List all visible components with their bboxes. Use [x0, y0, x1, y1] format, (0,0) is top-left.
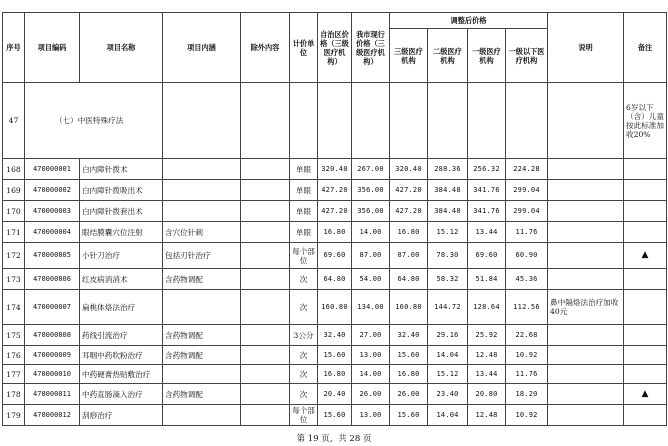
- content-cell: [163, 201, 241, 222]
- note-cell: [548, 222, 624, 243]
- level3-price-cell: 32.40: [390, 325, 428, 346]
- seq-cell: 176: [3, 346, 25, 365]
- level3-price-cell: 87.00: [390, 243, 428, 269]
- auto-price-cell: 15.60: [318, 346, 352, 365]
- header-remark: 备注: [624, 13, 667, 83]
- table-row: [3, 405, 667, 426]
- level2-price-cell: 78.30: [428, 243, 468, 269]
- level1-price-cell: 13.44: [468, 222, 506, 243]
- below1-price-cell: 299.04: [506, 201, 548, 222]
- section-title: （七）中医特殊疗法: [25, 83, 163, 159]
- exclude-cell: [241, 159, 290, 180]
- exclude-cell: [241, 290, 290, 325]
- unit-cell: 次: [290, 269, 318, 290]
- name-cell: 小针刀治疗: [80, 243, 163, 269]
- table-row: [3, 159, 667, 180]
- table-row: [3, 325, 667, 346]
- below1-price-cell: 112.56: [506, 290, 548, 325]
- note-cell: [548, 180, 624, 201]
- below1-price-cell: 60.90: [506, 243, 548, 269]
- content-cell: 包括刃针治疗: [163, 243, 241, 269]
- header-unit: 计价单位: [290, 13, 318, 83]
- note-cell: [548, 269, 624, 290]
- content-cell: 含药物调配: [163, 346, 241, 365]
- exclude-cell: [241, 346, 290, 365]
- header-auto-price: 自治区价格（三级医疗机构）: [318, 13, 352, 83]
- level2-price-cell: 144.72: [428, 290, 468, 325]
- table-row: [3, 222, 667, 243]
- auto-price-cell: 15.60: [318, 405, 352, 426]
- section-row: [3, 83, 667, 159]
- header-level2: 二级医疗机构: [428, 29, 468, 83]
- content-cell: 含穴位针刺: [163, 222, 241, 243]
- city-price-cell: 87.00: [352, 243, 390, 269]
- unit-cell: 次: [290, 346, 318, 365]
- exclude-cell: [241, 405, 290, 426]
- seq-cell: 172: [3, 243, 25, 269]
- code-cell: 470000001: [25, 159, 80, 180]
- exclude-cell: [241, 384, 290, 405]
- triangle-mark-icon: [624, 290, 667, 325]
- note-cell: [548, 365, 624, 384]
- level3-price-cell: 16.80: [390, 365, 428, 384]
- city-price-cell: 356.00: [352, 180, 390, 201]
- city-price-cell: 13.00: [352, 346, 390, 365]
- below1-price-cell: 224.28: [506, 159, 548, 180]
- unit-cell: 单眼: [290, 201, 318, 222]
- city-price-cell: 134.00: [352, 290, 390, 325]
- note-cell: [548, 325, 624, 346]
- level3-price-cell: 15.60: [390, 405, 428, 426]
- table-row: [3, 384, 667, 405]
- section-seq: 47: [3, 83, 25, 159]
- content-cell: [163, 180, 241, 201]
- name-cell: 耳咽中药吹粉治疗: [80, 346, 163, 365]
- triangle-mark-icon: ▲: [624, 384, 667, 405]
- level3-price-cell: 427.20: [390, 180, 428, 201]
- level3-price-cell: 15.60: [390, 346, 428, 365]
- note-cell: [548, 159, 624, 180]
- exclude-cell: [241, 180, 290, 201]
- unit-cell: 每个部位: [290, 405, 318, 426]
- auto-price-cell: 427.20: [318, 201, 352, 222]
- below1-price-cell: 10.92: [506, 405, 548, 426]
- name-cell: 刮痧治疗: [80, 405, 163, 426]
- level2-price-cell: 23.40: [428, 384, 468, 405]
- seq-cell: 175: [3, 325, 25, 346]
- level2-price-cell: 15.12: [428, 222, 468, 243]
- unit-cell: 次: [290, 290, 318, 325]
- level2-price-cell: 58.32: [428, 269, 468, 290]
- triangle-mark-icon: [624, 159, 667, 180]
- note-cell: [548, 243, 624, 269]
- level3-price-cell: 16.80: [390, 222, 428, 243]
- note-cell: [548, 405, 624, 426]
- seq-cell: 178: [3, 384, 25, 405]
- code-cell: 470000007: [25, 290, 80, 325]
- seq-cell: 169: [3, 180, 25, 201]
- header-code: 项目编码: [25, 13, 80, 83]
- header-name: 项目名称: [80, 13, 163, 83]
- name-cell: 白内障针拨吸出术: [80, 180, 163, 201]
- name-cell: 红皮病消消术: [80, 269, 163, 290]
- triangle-mark-icon: [624, 405, 667, 426]
- auto-price-cell: 16.80: [318, 222, 352, 243]
- level2-price-cell: 288.36: [428, 159, 468, 180]
- auto-price-cell: 320.40: [318, 159, 352, 180]
- below1-price-cell: 11.76: [506, 365, 548, 384]
- auto-price-cell: 32.40: [318, 325, 352, 346]
- exclude-cell: [241, 201, 290, 222]
- header-adjusted: 调整后价格: [390, 13, 548, 29]
- city-price-cell: 14.00: [352, 365, 390, 384]
- exclude-cell: [241, 365, 290, 384]
- table-row: [3, 346, 667, 365]
- code-cell: 470000010: [25, 365, 80, 384]
- level3-price-cell: 320.40: [390, 159, 428, 180]
- code-cell: 470000011: [25, 384, 80, 405]
- note-cell: 鼻中隔烙法治疗加收40元: [548, 290, 624, 325]
- code-cell: 470000006: [25, 269, 80, 290]
- unit-cell: 单眼: [290, 222, 318, 243]
- seq-cell: 168: [3, 159, 25, 180]
- content-cell: 含药物调配: [163, 384, 241, 405]
- level1-price-cell: 51.84: [468, 269, 506, 290]
- name-cell: 中药直肠滴入治疗: [80, 384, 163, 405]
- level3-price-cell: 26.00: [390, 384, 428, 405]
- name-cell: 白内障针拨套出术: [80, 201, 163, 222]
- table-row: [3, 243, 667, 269]
- code-cell: 470000009: [25, 346, 80, 365]
- section-remark: 6岁以下（含）儿童按此标准加收20%: [624, 83, 667, 159]
- level1-price-cell: 20.80: [468, 384, 506, 405]
- level1-price-cell: 69.60: [468, 243, 506, 269]
- header-content: 项目内涵: [163, 13, 241, 83]
- level2-price-cell: 29.16: [428, 325, 468, 346]
- level1-price-cell: 12.48: [468, 346, 506, 365]
- level2-price-cell: 384.48: [428, 180, 468, 201]
- city-price-cell: 27.00: [352, 325, 390, 346]
- content-cell: [163, 405, 241, 426]
- content-cell: 含药物调配: [163, 325, 241, 346]
- city-price-cell: 54.00: [352, 269, 390, 290]
- unit-cell: 3公分: [290, 325, 318, 346]
- price-table-sheet: [2, 12, 666, 426]
- triangle-mark-icon: [624, 365, 667, 384]
- seq-cell: 171: [3, 222, 25, 243]
- level1-price-cell: 13.44: [468, 365, 506, 384]
- level2-price-cell: 14.04: [428, 405, 468, 426]
- seq-cell: 177: [3, 365, 25, 384]
- unit-cell: 单眼: [290, 180, 318, 201]
- level2-price-cell: 14.04: [428, 346, 468, 365]
- city-price-cell: 26.00: [352, 384, 390, 405]
- content-cell: [163, 290, 241, 325]
- level3-price-cell: 64.80: [390, 269, 428, 290]
- header-level1: 一级医疗机构: [468, 29, 506, 83]
- triangle-mark-icon: [624, 180, 667, 201]
- seq-cell: 174: [3, 290, 25, 325]
- level2-price-cell: 384.48: [428, 201, 468, 222]
- below1-price-cell: 299.04: [506, 180, 548, 201]
- note-cell: [548, 346, 624, 365]
- city-price-cell: 14.00: [352, 222, 390, 243]
- auto-price-cell: 427.20: [318, 180, 352, 201]
- level3-price-cell: 160.80: [390, 290, 428, 325]
- triangle-mark-icon: ▲: [624, 243, 667, 269]
- triangle-mark-icon: [624, 346, 667, 365]
- triangle-mark-icon: [624, 222, 667, 243]
- header-seq: 序号: [3, 13, 25, 83]
- city-price-cell: 13.00: [352, 405, 390, 426]
- header-level3: 三级医疗机构: [390, 29, 428, 83]
- content-cell: [163, 159, 241, 180]
- below1-price-cell: 11.76: [506, 222, 548, 243]
- name-cell: 眼结膜囊穴位注射: [80, 222, 163, 243]
- level1-price-cell: 12.48: [468, 405, 506, 426]
- name-cell: 中药硬膏热贴敷治疗: [80, 365, 163, 384]
- triangle-mark-icon: [624, 269, 667, 290]
- seq-cell: 170: [3, 201, 25, 222]
- below1-price-cell: 45.36: [506, 269, 548, 290]
- level1-price-cell: 256.32: [468, 159, 506, 180]
- triangle-mark-icon: [624, 201, 667, 222]
- exclude-cell: [241, 243, 290, 269]
- code-cell: 470000004: [25, 222, 80, 243]
- code-cell: 470000002: [25, 180, 80, 201]
- level1-price-cell: 25.92: [468, 325, 506, 346]
- unit-cell: 次: [290, 384, 318, 405]
- level3-price-cell: 427.20: [390, 201, 428, 222]
- below1-price-cell: 18.20: [506, 384, 548, 405]
- note-cell: [548, 201, 624, 222]
- level1-price-cell: 128.64: [468, 290, 506, 325]
- code-cell: 470000008: [25, 325, 80, 346]
- table-row: [3, 180, 667, 201]
- below1-price-cell: 10.92: [506, 346, 548, 365]
- unit-cell: 次: [290, 365, 318, 384]
- level2-price-cell: 15.12: [428, 365, 468, 384]
- auto-price-cell: 16.80: [318, 365, 352, 384]
- header-exclude: 除外内容: [241, 13, 290, 83]
- header-note: 说明: [548, 13, 624, 83]
- name-cell: 扁桃体烙法治疗: [80, 290, 163, 325]
- auto-price-cell: 64.80: [318, 269, 352, 290]
- unit-cell: 单眼: [290, 159, 318, 180]
- auto-price-cell: 160.80: [318, 290, 352, 325]
- note-cell: [548, 384, 624, 405]
- table-row: [3, 201, 667, 222]
- table-row: [3, 365, 667, 384]
- name-cell: 白内障针拨术: [80, 159, 163, 180]
- auto-price-cell: 20.40: [318, 384, 352, 405]
- city-price-cell: 356.00: [352, 201, 390, 222]
- seq-cell: 179: [3, 405, 25, 426]
- level1-price-cell: 341.76: [468, 180, 506, 201]
- auto-price-cell: 69.60: [318, 243, 352, 269]
- table-row: [3, 290, 667, 325]
- code-cell: 470000012: [25, 405, 80, 426]
- unit-cell: 每个部位: [290, 243, 318, 269]
- code-cell: 470000005: [25, 243, 80, 269]
- header-city-price: 我市现行价格（三级医疗机构）: [352, 13, 390, 83]
- below1-price-cell: 22.68: [506, 325, 548, 346]
- exclude-cell: [241, 269, 290, 290]
- code-cell: 470000003: [25, 201, 80, 222]
- triangle-mark-icon: [624, 325, 667, 346]
- level1-price-cell: 341.76: [468, 201, 506, 222]
- page-footer: 第 19 页，共 28 页: [296, 434, 372, 444]
- header-below1: 一级以下医疗机构: [506, 29, 548, 83]
- city-price-cell: 267.00: [352, 159, 390, 180]
- seq-cell: 173: [3, 269, 25, 290]
- exclude-cell: [241, 325, 290, 346]
- table-row: [3, 269, 667, 290]
- content-cell: [163, 365, 241, 384]
- exclude-cell: [241, 222, 290, 243]
- content-cell: 含药物调配: [163, 269, 241, 290]
- price-table: [2, 12, 667, 426]
- name-cell: 药线引流治疗: [80, 325, 163, 346]
